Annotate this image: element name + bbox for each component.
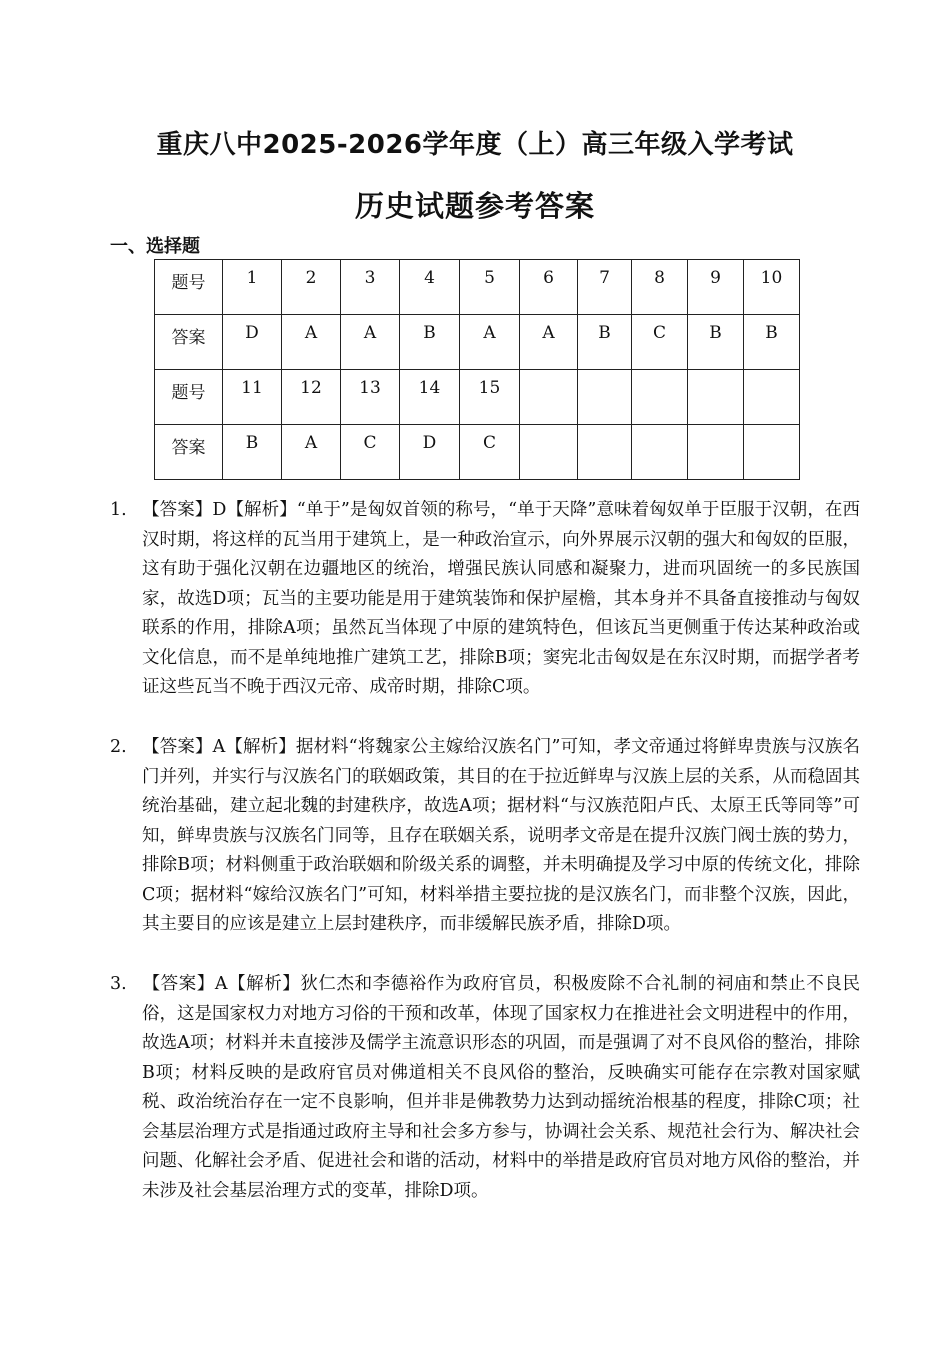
table-cell: 2 — [282, 260, 341, 315]
table-cell: 题号 — [155, 370, 223, 425]
table-cell — [688, 425, 744, 480]
exam-subtitle: 历史试题参考答案 — [354, 189, 595, 223]
table-cell: 1 — [223, 260, 282, 315]
explanation-3 — [110, 970, 860, 1206]
table-cell: 答案 — [155, 425, 223, 480]
question-number: 3. — [110, 974, 127, 994]
explanation-text: 【答案】A【解析】据材料“将魏家公主嫁给汉族名门”可知，孝文帝通过将鲜卑贵族与汉族名门并列，并实行与汉族名门的联姻政策，其目的在于拉近鲜卑与汉族上层的关系，从而稳固其统治基础，建立起北魏的封建秩序，故选A项；据材料“与汉族范阳卢氏、太原王氏等同等”可知，鲜卑贵族与汉族名门同等，且存在联姻关系，说明孝文帝是在提升汉族门阀士族的势力，排除B项；材料侧重于政治联姻和阶级关系的调整，并未明确提及学习中原的传统文化，排除C项；据材料“嫁给汉族名门”可知，材料举措主要拉拢的是汉族名门，而非整个汉族，因此，其主要目的应该是建立上层封建秩序，而非缓解民族矛盾，排除D项。 — [142, 737, 860, 934]
exam-title: 重庆八中2025-2026学年度（上）高三年级入学考试 — [156, 130, 794, 160]
explanation-text: 【答案】D【解析】“单于”是匈奴首领的称号，“单于天降”意味着匈奴单于臣服于汉朝，在西汉时期，将这样的瓦当用于建筑上，是一种政治宣示，向外界展示汉朝的强大和匈奴的臣服，这有助于强化汉朝在边疆地区的统治，增强民族认同感和凝聚力，进而巩固统一的多民族国家，故选D项；瓦当的主要功能是用于建筑装饰和保护屋檐，其本身并不具备直接推动与匈奴联系的作用，排除A项；虽然瓦当体现了中原的建筑特色，但该瓦当更侧重于传达某种政治或文化信息，而不是单纯地推广建筑工艺，排除B项；窦宪北击匈奴是在东汉时期，而据学者考证这些瓦当不晚于西汉元帝、成帝时期，排除C项。 — [142, 500, 860, 697]
table-cell — [688, 370, 744, 425]
question-number: 1. — [110, 500, 127, 520]
table-cell — [744, 370, 800, 425]
table-cell — [520, 425, 578, 480]
table-cell: 15 — [460, 370, 520, 425]
table-cell: 11 — [223, 370, 282, 425]
table-cell: B — [688, 315, 744, 370]
table-cell: C — [632, 315, 688, 370]
table-cell: B — [223, 425, 282, 480]
table-cell: A — [341, 315, 400, 370]
table-cell: 3 — [341, 260, 400, 315]
table-cell: 13 — [341, 370, 400, 425]
explanation-1 — [110, 496, 860, 703]
table-cell: D — [223, 315, 282, 370]
question-number: 2. — [110, 737, 127, 757]
table-cell: 14 — [400, 370, 460, 425]
explanation-text: 【答案】A【解析】狄仁杰和李德裕作为政府官员，积极废除不合礼制的祠庙和禁止不良民俗，这是国家权力对地方习俗的干预和改革，体现了国家权力在推进社会文明进程中的作用，故选A项；材料并未直接涉及儒学主流意识形态的巩固，而是强调了对不良风俗的整治，排除B项；材料反映的是政府官员对佛道相关不良风俗的整治，反映确实可能存在宗教对国家赋税、政治统治存在一定不良影响，但并非是佛教势力达到动摇统治根基的程度，排除C项；社会基层治理方式是指通过政府主导和社会多方参与，协调社会关系、规范社会行为、解决社会问题、化解社会矛盾、促进社会和谐的活动，材料中的举措是政府官员对地方风俗的整治，并未涉及社会基层治理方式的变革，排除D项。 — [142, 974, 860, 1201]
table-cell: A — [282, 315, 341, 370]
table-cell: B — [744, 315, 800, 370]
table-cell: 答案 — [155, 315, 223, 370]
table-cell: 8 — [632, 260, 688, 315]
table-cell: 6 — [520, 260, 578, 315]
table-cell: 5 — [460, 260, 520, 315]
explanation-2 — [110, 733, 860, 940]
table-cell — [578, 425, 632, 480]
table-cell: 7 — [578, 260, 632, 315]
table-row — [155, 370, 800, 425]
answer-table — [154, 259, 800, 480]
table-cell: 9 — [688, 260, 744, 315]
table-cell: B — [400, 315, 460, 370]
table-cell: B — [578, 315, 632, 370]
table-cell — [520, 370, 578, 425]
table-cell: A — [282, 425, 341, 480]
table-cell — [632, 370, 688, 425]
table-row — [155, 260, 800, 315]
section-heading: 一、选择题 — [110, 236, 200, 257]
table-cell — [744, 425, 800, 480]
table-cell: 12 — [282, 370, 341, 425]
table-row — [155, 425, 800, 480]
table-cell: C — [460, 425, 520, 480]
table-cell: A — [460, 315, 520, 370]
table-cell — [632, 425, 688, 480]
table-row — [155, 315, 800, 370]
table-cell: 10 — [744, 260, 800, 315]
table-cell: D — [400, 425, 460, 480]
table-cell: A — [520, 315, 578, 370]
table-cell — [578, 370, 632, 425]
table-cell: C — [341, 425, 400, 480]
table-cell: 题号 — [155, 260, 223, 315]
table-cell: 4 — [400, 260, 460, 315]
